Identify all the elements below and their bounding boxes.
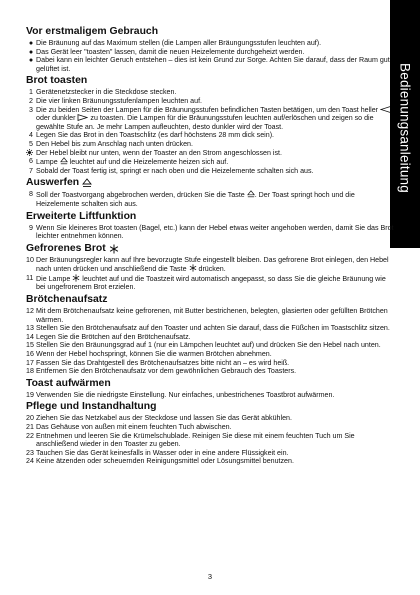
list-item: 4 Legen Sie das Brot in den Toastschlitz (es darf höchstens 28 mm dick sein). <box>29 131 275 140</box>
list-item: 21 Das Gehäuse von außen mit einem feuchten Tuch abwischen. <box>26 423 232 431</box>
list-item: 19 Verwenden Sie die niedrigste Einstellung. Nur einfaches, unbestrichenes Toastbrot aufwärmen. <box>26 390 335 399</box>
section-title-frozen: Gefrorenes Brot <box>26 243 396 255</box>
page-number: 3 <box>207 572 213 581</box>
list-item: ● Die Bräunung auf das Maximum stellen (die Lampen aller Bräungungsstufen leuchten auf). <box>26 39 396 48</box>
section-title-lift: Erweiterte Liftfunktion <box>26 210 137 222</box>
eject-icon <box>60 157 68 165</box>
list-item: 12 Mit dem Brötchenaufsatz keine gefrorenen, mit Butter bestrichenen, belegten, glasierten oder gefüllten Brötchen wärmen. <box>26 307 388 324</box>
eject-icon <box>247 190 255 198</box>
list-item: 16 Wenn der Hebel hochspringt, können Sie die warmen Brötchen abnehmen. <box>26 350 272 359</box>
section-title-eject: Auswerfen <box>26 177 396 189</box>
list-item: 18 Entfernen Sie den Brötchenaufsatz vor dem gewöhnlichen Gebrauch des Toasters. <box>26 367 297 376</box>
snowflake-icon <box>72 274 80 282</box>
list-item: 15 Stellen Sie den Bräunungsgrad auf 1 (nur ein Lämpchen leuchtet auf) und drücken Sie den Hebel nach unten. <box>26 341 381 350</box>
list-item: 22 Entnehmen und leeren Sie die Krümelschublade. Reinigen Sie diese mit einem feuchten Tuch um Sie anschließend wieder in den Toaster zu geben. <box>26 431 355 449</box>
list-item: 8 Soll der Toastvorgang abgebrochen werden, drücken Sie die Taste . Der Toast springt hoch und die Heizelemente schalten sich aus. <box>29 190 355 208</box>
list-item: ● Das Gerät leer "toasten" lassen, damit die neuen Heizelemente durchgeheizt werden. <box>26 48 396 57</box>
lighter-arrow-icon <box>380 106 391 113</box>
snowflake-icon <box>189 264 197 272</box>
list-item: 23 Tauchen Sie das Gerät keinesfalls in Wasser oder in eine andere Flüssigkeit ein. <box>26 448 289 457</box>
list-item: 13 Stellen Sie den Brötchenaufsatz auf den Toaster und achten Sie darauf, dass die Füßchen im Toastschlitz sitzen. <box>26 324 390 333</box>
list-item: ● Dabei kann ein leichter Geruch entstehen – dies ist kein Grund zur Sorge. Achten Sie darauf, dass der Raum gut gelüftet ist. <box>26 56 396 73</box>
list-item: Der Hebel bleibt nur unten, wenn der Toaster an den Strom angeschlossen ist. <box>26 149 396 158</box>
language-tab-label: Bedienungsanleitung <box>397 63 413 193</box>
list-item: 11 Die Lampe leuchtet auf und die Toastzeit wird automatisch angepasst, so dass Sie die gleiche Bräunung wie bei ungefrorenem Brot erzielen. <box>26 273 386 292</box>
section-title-toasting: Brot toasten <box>26 75 88 87</box>
bullet-icon: ● <box>28 39 34 47</box>
list-item: 24 Keine ätzenden oder scheuernden Reinigungsmittel oder Lösungsmittel benutzen. <box>26 457 294 466</box>
list-item: 6 Lampe leuchtet auf und die Heizelemente heizen sich auf. <box>29 157 229 167</box>
snowflake-icon <box>109 244 119 254</box>
list-item: 3 Die zu beiden Seiten der Lampen für die Bräunungsstufen befindlichen Tasten betätigen, um den Toast heller oder dunkler zu toasten. Die Lampen für die Bräunungsstufen leuchten auf/erlöschen und zeigen so die gewählte Stufe an. Je mehr Lampen aufleuchten, desto dunkler wird der Toast. <box>26 106 396 132</box>
section-title-reheat: Toast aufwärmen <box>26 377 111 389</box>
sun-icon <box>26 149 36 158</box>
list-item: 1 Gerätenetzstecker in die Steckdose stecken. <box>29 88 177 97</box>
list-item: 7 Sobald der Toast fertig ist, springt er nach oben und die Heizelemente schalten sich aus. <box>29 166 314 175</box>
eject-icon <box>82 178 92 188</box>
list-item: 10 Der Bräunungsregler kann auf Ihre bevorzugte Stufe eingestellt bleiben. Das gefrorene Brot einlegen, den Hebel nach unten drücken und anschließend die Taste drücken. <box>26 255 389 274</box>
list-item: 2 Die vier linken Bräunungsstufenlampen leuchten auf. <box>29 96 203 105</box>
list-item: 5 Den Hebel bis zum Anschlag nach unten drücken. <box>29 139 193 148</box>
bullet-icon: ● <box>28 56 34 65</box>
list-item: 14 Legen Sie die Brötchen auf den Brötchenaufsatz. <box>26 332 191 341</box>
section-title-first-use: Vor erstmaligem Gebrauch <box>26 26 159 37</box>
manual-content <box>26 26 396 466</box>
list-item: 17 Fassen Sie das Drahtgestell des Brötchenaufsatzes bitte nicht an – es wird heiß. <box>26 358 290 367</box>
list-item: 20 Ziehen Sie das Netzkabel aus der Steckdose und lassen Sie das Gerät abkühlen. <box>26 414 292 423</box>
list-item: 9 Wenn Sie kleineres Brot toasten (Bagel, etc.) kann der Hebel etwas weiter angehoben werden, damit Sie das Brot leichter entnehmen können. <box>29 223 394 241</box>
section-title-bun-warmer: Brötchenaufsatz <box>26 294 108 306</box>
section-title-care: Pflege und Instandhaltung <box>26 401 157 413</box>
darker-arrow-icon <box>77 114 88 121</box>
bullet-icon: ● <box>28 47 34 56</box>
